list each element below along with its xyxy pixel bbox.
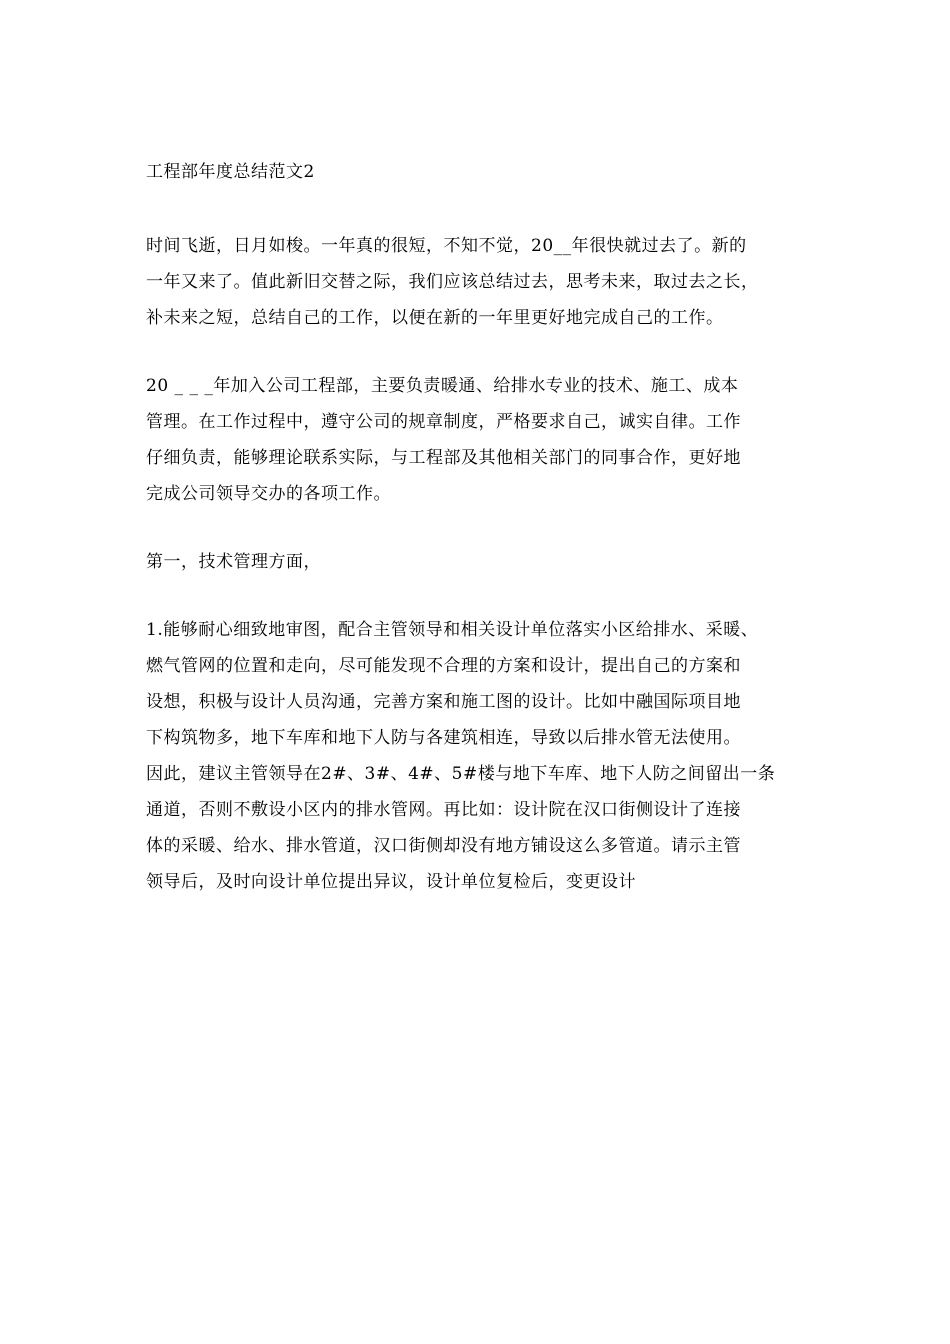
text-line: 通道，否则不敷设小区内的排水管网。再比如：设计院在汉口街侧设计了连接	[146, 800, 741, 820]
text-line: 设想，积极与设计人员沟通，完善方案和施工图的设计。比如中融国际项目地	[146, 692, 741, 712]
paragraph-item-1	[146, 612, 818, 900]
text-line: 第一，技术管理方面，	[146, 552, 321, 572]
paragraph-background	[146, 368, 818, 512]
text-line: 管理。在工作过程中，遵守公司的规章制度，严格要求自己，诚实自律。工作	[146, 412, 741, 432]
text-line: 时间飞逝，日月如梭。一年真的很短，不知不觉，20__年很快就过去了。新的	[146, 236, 747, 256]
text-line: 燃气管网的位置和走向，尽可能发现不合理的方案和设计，提出自己的方案和	[146, 656, 741, 676]
text-line: 下构筑物多，地下车库和地下人防与各建筑相连，导致以后排水管无法使用。	[146, 728, 741, 748]
document-page	[146, 155, 818, 932]
text-line: 体的采暖、给水、排水管道，汉口街侧却没有地方铺设这么多管道。请示主管	[146, 836, 741, 856]
text-line: 补未来之短，总结自己的工作，以便在新的一年里更好地完成自己的工作。	[146, 308, 724, 328]
text-line: 仔细负责，能够理论联系实际，与工程部及其他相关部门的同事合作，更好地	[146, 448, 741, 468]
text-line: 完成公司领导交办的各项工作。	[146, 484, 391, 504]
text-line: 一年又来了。值此新旧交替之际，我们应该总结过去，思考未来，取过去之长，	[146, 272, 759, 292]
paragraph-intro	[146, 228, 818, 336]
text-line: 1.能够耐心细致地审图，配合主管领导和相关设计单位落实小区给排水、采暖、	[146, 620, 759, 640]
text-line: 因此，建议主管领导在2#、3#、4#、5#楼与地下车库、地下人防之间留出一条	[146, 764, 776, 784]
section-heading	[146, 544, 818, 580]
document-title: 工程部年度总结范文2	[146, 162, 315, 182]
text-line: 20 _ _ _年加入公司工程部，主要负责暖通、给排水专业的技术、施工、成本	[146, 376, 739, 396]
text-line: 领导后，及时向设计单位提出异议，设计单位复检后，变更设计	[146, 872, 636, 892]
